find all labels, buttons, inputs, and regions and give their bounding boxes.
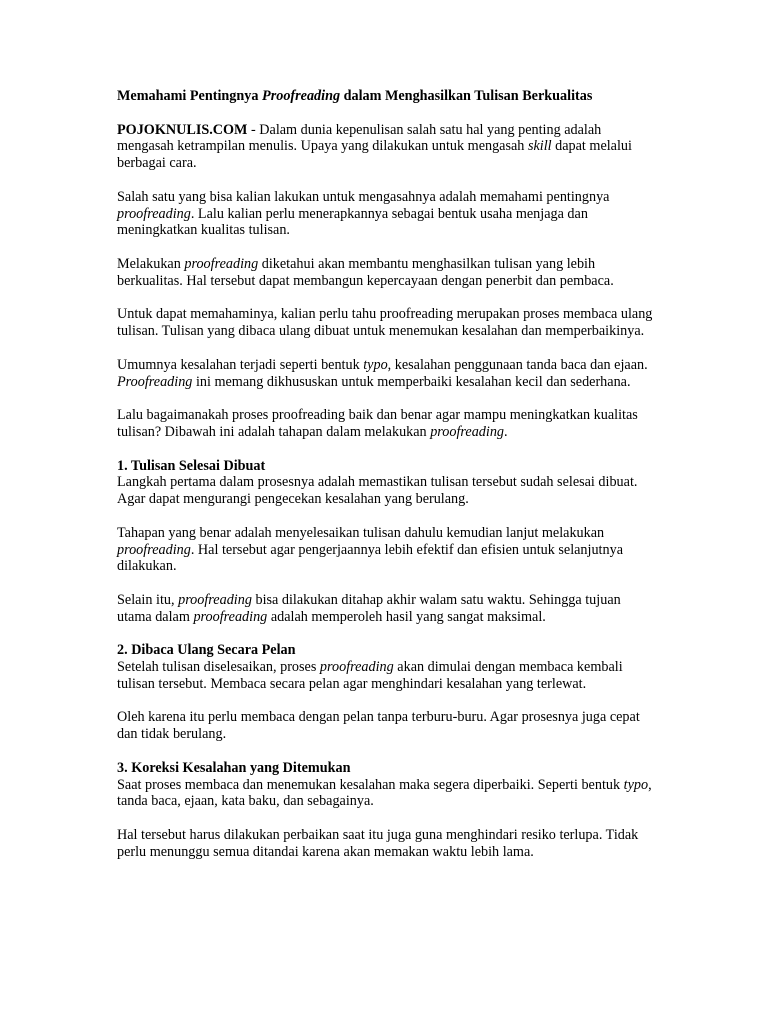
section-heading: 1. Tulisan Selesai Dibuat	[117, 457, 266, 474]
site-name: POJOKNULIS.COM	[117, 121, 248, 138]
article-title: Memahami Pentingnya Proofreading dalam Menghasilkan Tulisan Berkualitas	[117, 88, 593, 104]
paragraph: Selain itu, proofreading bisa dilakukan ditahap akhir walam satu waktu. Sehingga tujuan utama dalam proofreading adalah memperoleh hasil yang sangat maksimal.	[117, 591, 621, 625]
paragraph: Oleh karena itu perlu membaca dengan pelan tanpa terburu-buru. Agar prosesnya juga cepat dan tidak berulang.	[117, 709, 640, 743]
section-heading: 3. Koreksi Kesalahan yang Ditemukan	[117, 759, 351, 776]
section-1: 1. Tulisan Selesai Dibuat Langkah pertama dalam prosesnya adalah memastikan tulisan tersebut sudah selesai dibuat. Agar dapat mengurangi pengecekan kesalahan yang berulang.	[117, 458, 657, 508]
paragraph: Umumnya kesalahan terjadi seperti bentuk typo, kesalahan penggunaan tanda baca dan ejaan. Proofreading ini memang dikhususkan untuk memperbaiki kesalahan kecil dan sederhana.	[117, 356, 648, 390]
paragraph: Lalu bagaimanakah proses proofreading baik dan benar agar mampu meningkatkan kualitas tulisan? Dibawah ini adalah tahapan dalam melakukan proofreading.	[117, 407, 638, 440]
intro-paragraph: POJOKNULIS.COM - Dalam dunia kepenulisan salah satu hal yang penting adalah mengasah ketrampilan menulis. Upaya yang dilakukan untuk mengasah skill dapat melalui berbagai cara.	[117, 121, 632, 172]
section-2: 2. Dibaca Ulang Secara Pelan Setelah tulisan diselesaikan, proses proofreading akan dimulai dengan membaca kembali tulisan tersebut. Membaca secara pelan agar menghindari kesalahan yang terlewat.	[117, 642, 657, 692]
paragraph: Salah satu yang bisa kalian lakukan untuk mengasahnya adalah memahami pentingnya proofreading. Lalu kalian perlu menerapkannya sebagai bentuk usaha menjaga dan meningkatkan kualitas tulisan.	[117, 188, 610, 239]
section-3: 3. Koreksi Kesalahan yang Ditemukan Saat proses membaca dan menemukan kesalahan maka segera diperbaiki. Seperti bentuk typo, tanda baca, ejaan, kata baku, dan sebagainya.	[117, 760, 657, 810]
paragraph: Untuk dapat memahaminya, kalian perlu tahu proofreading merupakan proses membaca ulang tulisan. Tulisan yang dibaca ulang dibuat untuk menemukan kesalahan dan memperbaikinya.	[117, 306, 653, 340]
paragraph: Melakukan proofreading diketahui akan membantu menghasilkan tulisan yang lebih berkualitas. Hal tersebut dapat membangun kepercayaan dengan penerbit dan pembaca.	[117, 255, 614, 289]
paragraph: Hal tersebut harus dilakukan perbaikan saat itu juga guna menghindari resiko terlupa. Tidak perlu menunggu semua ditandai karena akan memakan waktu lebih lama.	[117, 827, 639, 860]
paragraph: Tahapan yang benar adalah menyelesaikan tulisan dahulu kemudian lanjut melakukan proofreading. Hal tersebut agar pengerjaannya lebih efektif dan efisien untuk selanjutnya dilakukan.	[117, 524, 623, 575]
section-heading: 2. Dibaca Ulang Secara Pelan	[117, 642, 296, 659]
article-body	[117, 88, 657, 877]
